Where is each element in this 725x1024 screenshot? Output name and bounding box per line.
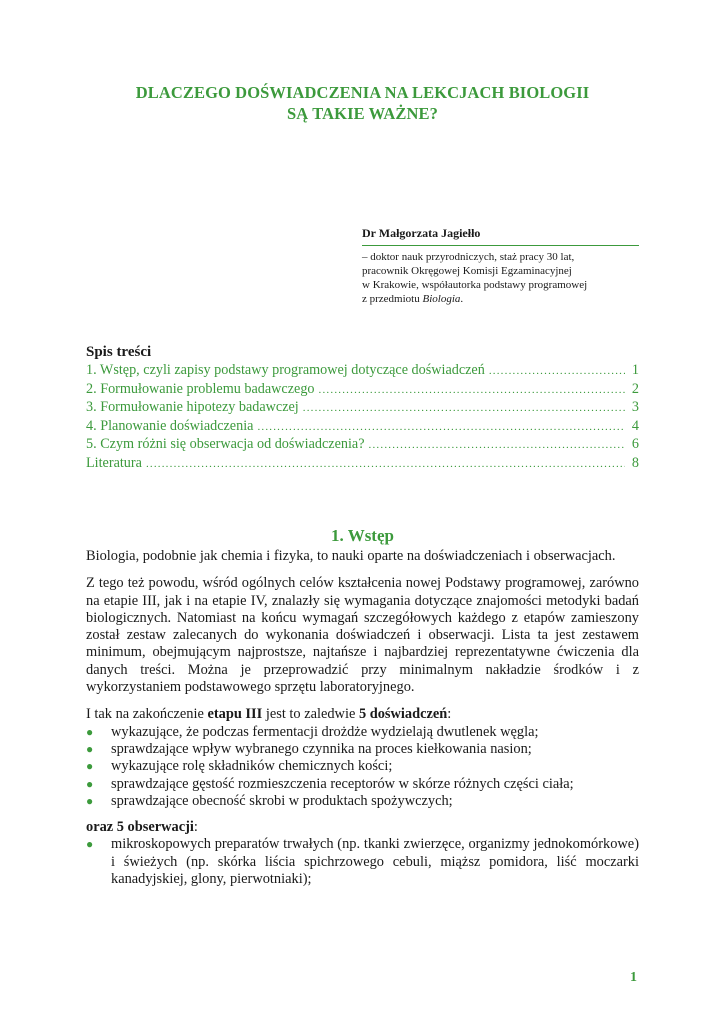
bullet-icon: ● [86, 759, 94, 774]
observations-list [86, 836, 639, 888]
section-heading: 1. Wstęp [331, 526, 394, 545]
list-item-text: mikroskopowych preparatów trwałych (np. tkanki zwierzęce, organizmy jednokomórkowe) i świeżych (np. skórka liścia spichrzowego cebuli, miąższ pomidora, liść moczarki kanadyjskiej, glony, pierwotniaki); [111, 836, 639, 888]
paragraph: Biologia, podobnie jak chemia i fizyka, to nauki oparte na doświadczeniach i obserwacjach. [86, 548, 616, 564]
toc-item[interactable] [86, 436, 639, 455]
text-run: : [193, 819, 198, 836]
author-desc-prefix: z przedmiotu [362, 293, 423, 305]
spacer [86, 810, 639, 819]
emphasis: oraz 5 obserwacji [86, 819, 194, 836]
list-item [86, 836, 639, 888]
text-run: jest to zaledwie [262, 706, 359, 723]
toc-item-text: 1. Wstęp, czyli zapisy podstawy programowej dotyczące doświadczeń [86, 362, 485, 378]
emphasis: etapu III [207, 706, 263, 723]
author-desc-suffix: . [460, 293, 464, 305]
section-body [86, 548, 639, 888]
page-number: 1 [630, 970, 637, 985]
list-item [86, 758, 639, 775]
toc-item[interactable] [86, 455, 639, 474]
list-item [86, 741, 639, 758]
title-line-1: DLACZEGO DOŚWIADCZENIA NA LEKCJACH BIOLOGII [135, 83, 590, 102]
subject-name: Biologia [422, 293, 461, 305]
toc-heading: Spis treści [86, 344, 152, 360]
toc-item-page: 3 [631, 399, 639, 416]
title-line-2: SĄ TAKIE WAŻNE? [287, 104, 438, 123]
text-run: : [447, 706, 452, 723]
author-desc-line: – doktor nauk przyrodniczych, staż pracy 30 lat, [362, 251, 575, 263]
list-item-text: sprawdzające obecność skrobi w produktach spożywczych; [111, 792, 453, 809]
text-run: I tak na zakończenie [86, 706, 208, 723]
toc-item-page: 6 [631, 436, 639, 453]
author-desc-line: w Krakowie, współautorka podstawy programowej [362, 279, 588, 291]
emphasis: 5 doświadczeń [358, 706, 448, 723]
toc-item-page: 4 [631, 417, 639, 434]
toc-item-page: 2 [631, 380, 639, 397]
bullet-icon: ● [86, 776, 94, 791]
document-title [86, 82, 639, 124]
toc-item-text: 4. Planowanie doświadczenia [86, 417, 254, 434]
list-item-text: sprawdzające gęstość rozmieszczenia receptorów w skórze różnych części ciała; [111, 775, 574, 792]
bullet-icon: ● [86, 837, 94, 852]
paragraph [86, 819, 639, 836]
toc-item-text: 2. Formułowanie problemu badawczego [86, 380, 315, 397]
toc-item[interactable] [86, 399, 639, 418]
toc-item[interactable] [86, 381, 639, 400]
list-item [86, 724, 639, 741]
author-desc-line: pracownik Okręgowej Komisji Egzaminacyjnej [362, 265, 572, 277]
toc-item[interactable] [86, 418, 639, 437]
author-name: Dr Małgorzata Jagiełło [362, 225, 639, 246]
toc-leader [369, 437, 625, 455]
toc-leader [146, 456, 625, 474]
list-item [86, 793, 639, 810]
bullet-icon: ● [86, 793, 94, 808]
toc-item-text: 3. Formułowanie hipotezy badawczej [86, 399, 299, 416]
bullet-icon: ● [86, 741, 94, 756]
toc-item-text: Literatura [86, 454, 142, 471]
toc-item-page: 1 [631, 362, 639, 378]
toc-item-text: 5. Czym różni się obserwacja od doświadczenia? [86, 436, 365, 453]
toc-item-page: 8 [631, 454, 639, 471]
toc-item[interactable] [86, 362, 639, 381]
bullet-icon: ● [86, 724, 94, 739]
toc-leader [319, 382, 625, 400]
toc-leader [303, 400, 625, 418]
author-desc-line [362, 292, 639, 306]
list-item-text: wykazujące, że podczas fermentacji drożdże wydzielają dwutlenek węgla; [111, 723, 539, 740]
paragraph [86, 706, 639, 723]
list-item [86, 776, 639, 793]
author-description [362, 250, 639, 306]
author-block [362, 225, 639, 306]
list-item-text: sprawdzające wpływ wybranego czynnika na proces kiełkowania nasion; [111, 740, 532, 757]
toc-leader [489, 363, 625, 381]
paragraph: Z tego też powodu, wśród ogólnych celów kształcenia nowej Podstawy programowej, zarówno na etapie III, jak i na etapie IV, znalazły się wymagania dotyczące znajomości metodyki badań biologicznych. Natomiast na końcu wymagań szczegółowych każdego z etapów zamieszony został zestaw zalecanych do wykonania doświadczeń i obserwacji. Lista ta jest zestawem minimum, obejmującym najprostsze, najtańsze i najbardziej reprezentatywne ćwiczenia dla danych treści. Można je przeprowadzić przy minimalnym nakładzie środków i z wykorzystaniem podstawowego sprzętu laboratoryjnego. [86, 575, 639, 696]
toc-leader [257, 419, 625, 437]
list-item-text: wykazujące rolę składników chemicznych kości; [111, 758, 393, 775]
table-of-contents [86, 342, 639, 474]
experiments-list [86, 724, 639, 810]
